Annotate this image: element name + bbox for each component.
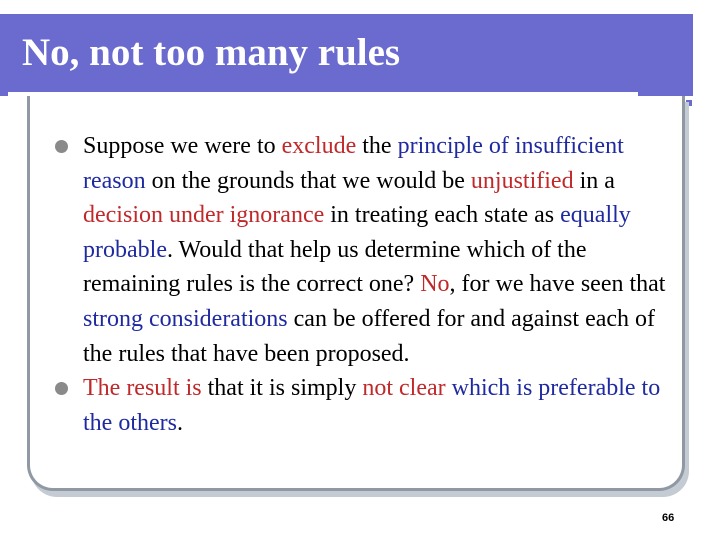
bullet-segment: The result is: [83, 375, 202, 402]
bullet-segment: exclude: [281, 133, 357, 159]
bullet-item-1: [55, 129, 675, 371]
bullet-segment: that it is simply: [201, 375, 363, 402]
bullet-segment: , for we have seen that: [449, 271, 666, 298]
bullet-segment: the: [356, 133, 398, 159]
bullet-segment: in a: [573, 167, 615, 194]
bullet-segment: which is preferable to the others: [83, 375, 661, 436]
bullet-segment: .: [176, 409, 183, 436]
bullet-segment: No: [420, 271, 450, 298]
bullet-segment: can be offered for and against each of the rules that have been proposed.: [83, 305, 656, 367]
page-number: 66: [662, 512, 675, 524]
bullet-segment: decision under ignorance: [83, 202, 325, 229]
bullet-item-2: [55, 371, 675, 440]
bullet-icon: [55, 140, 68, 153]
slide-title: No, not too many rules: [22, 31, 401, 74]
bullet-segment: strong considerations: [83, 305, 288, 332]
bullet-segment: Suppose we were to: [83, 133, 282, 159]
title-bar-corner: [686, 100, 692, 106]
bullet-segment: unjustified: [470, 167, 574, 194]
bullet-segment: on the grounds that we would be: [145, 167, 471, 194]
bullet-icon: [55, 382, 68, 395]
bullet-segment: in treating each state as: [324, 202, 561, 229]
bullet-text-2: [83, 375, 660, 436]
bullet-list: [55, 129, 675, 440]
bullet-segment: principle of insufficient reason: [83, 133, 624, 194]
bullet-text-1: [83, 133, 665, 367]
bullet-segment: equally probable: [83, 202, 631, 263]
bullet-segment: . Would that help us determine which of the remaining rules is the correct one?: [83, 236, 587, 298]
bullet-segment: not clear: [362, 375, 446, 402]
